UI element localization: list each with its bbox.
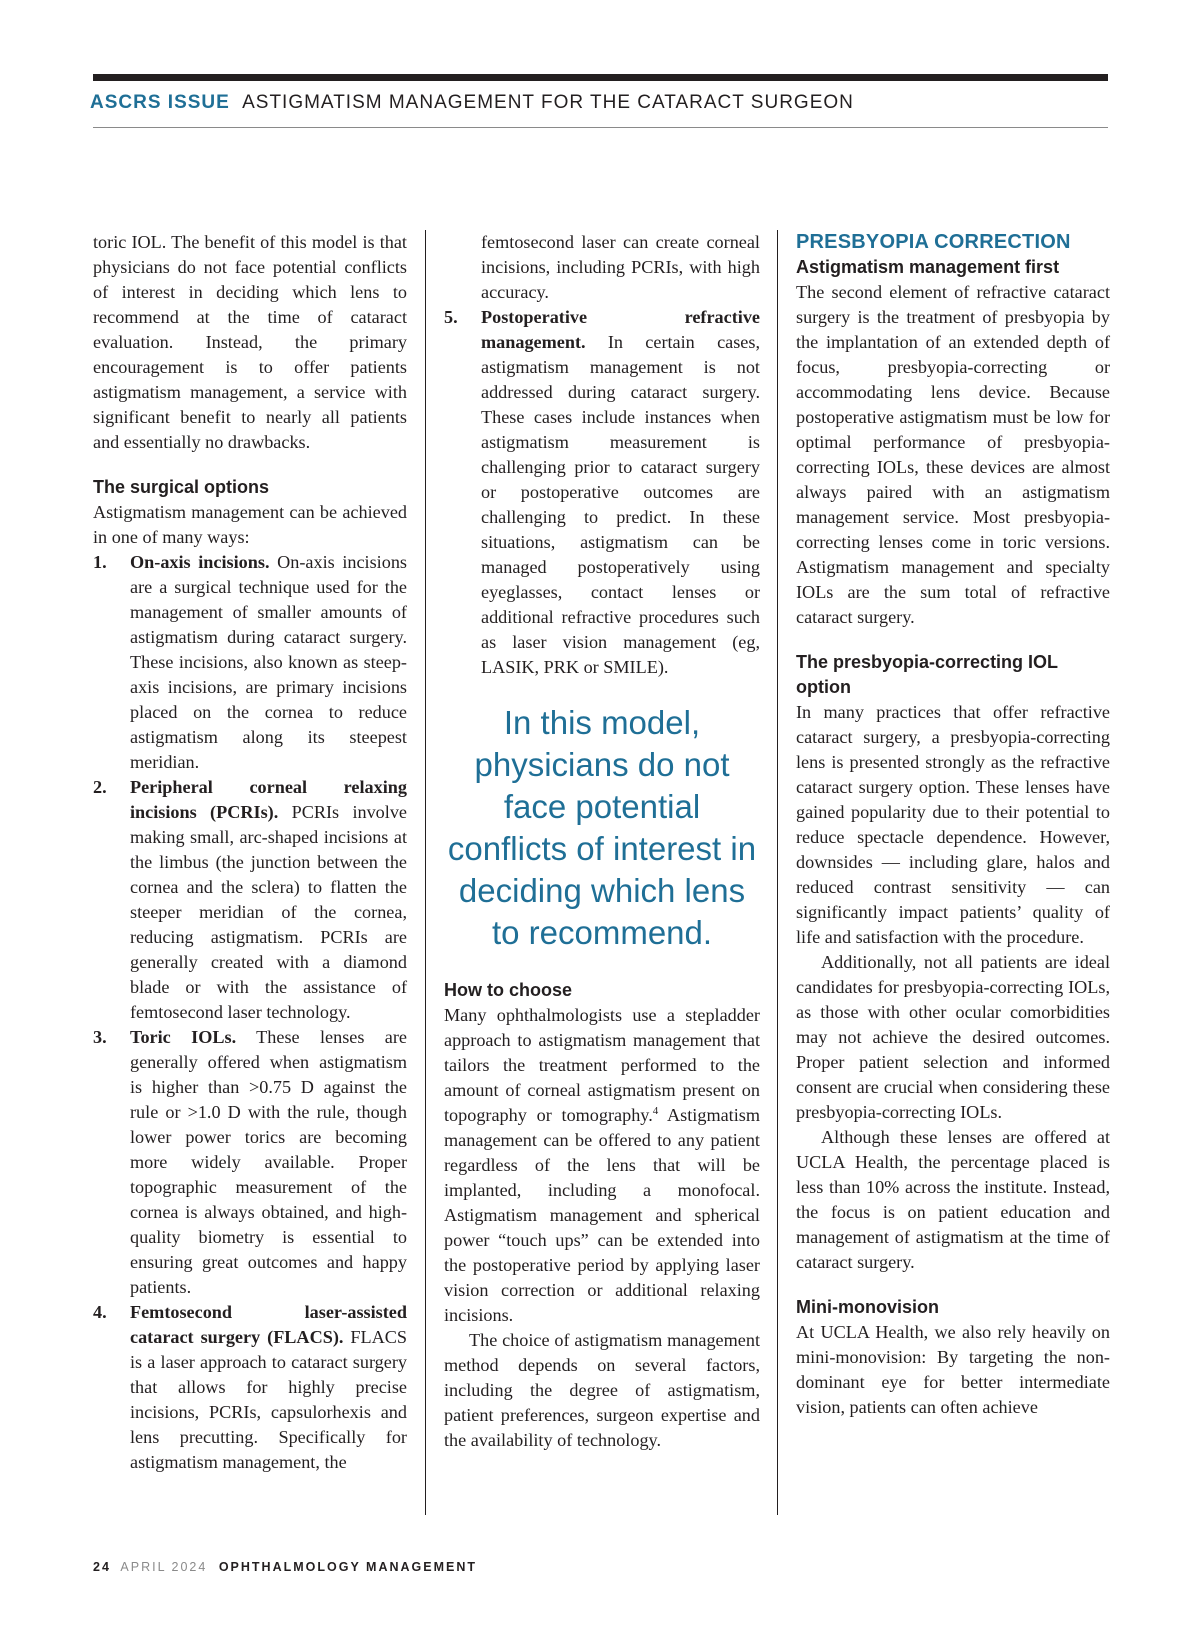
list-item <box>93 550 407 775</box>
body-paragraph: Although these lenses are offered at UCLA Health, the percentage placed is less than 10% across the institute. Instead, the focus is on patient education and management of astigmatism at the time of cataract surgery. <box>796 1127 1110 1272</box>
list-item-title: Toric IOLs. <box>130 1027 237 1047</box>
list-item <box>444 305 760 680</box>
page-footer <box>93 1560 477 1574</box>
subhead-presbyopia-iol: The presbyopia-correcting IOL option <box>796 652 1058 697</box>
column-3 <box>796 230 1110 1420</box>
body-paragraph <box>444 1003 760 1328</box>
section-head-presbyopia: PRESBYOPIA CORRECTION <box>796 231 1071 253</box>
list-number: 2. <box>93 777 107 797</box>
subhead-astigmatism-first: Astigmatism management first <box>796 257 1060 277</box>
list-number: 5. <box>444 307 458 327</box>
top-rule <box>93 74 1108 81</box>
list-item <box>93 775 407 1025</box>
list-item-title: Peripheral corneal relaxing incisions (PCRIs). <box>130 777 407 822</box>
list-item-text: On-axis incisions are a surgical technique used for the management of smaller amounts of astigmatism during cataract surgery. These incisions, also known as steep-axis incisions, are primary incisions placed on the cornea to reduce astigmatism along its steepest meridian. <box>130 552 407 772</box>
list-item-text: In certain cases, astigmatism management is not addressed during cataract surgery. These cases include instances when astigmatism measurement is challenging prior to cataract surgery or postoperative outcomes are challenging to predict. In these situations, astigmatism can be managed postoperatively using eyeglasses, contact lenses or additional refractive procedures such as laser vision management (eg, LASIK, PRK or SMILE). <box>481 332 760 677</box>
list-number: 1. <box>93 552 107 572</box>
surgical-options-list-continued <box>444 305 760 680</box>
issue-topic: ASTIGMATISM MANAGEMENT FOR THE CATARACT SURGEON <box>242 92 854 113</box>
page-number: 24 <box>93 1560 111 1574</box>
list-item-text: FLACS is a laser approach to cataract surgery that allows for highly precise incisions, PCRIs, capsulorhexis and lens precutting. Specifically for astigmatism management, the <box>130 1327 407 1472</box>
publication-name: OPHTHALMOLOGY MANAGEMENT <box>218 1560 478 1574</box>
body-text: Many ophthalmologists use a stepladder approach to astigmatism management that tailors the treatment performed to the amount of corneal astigmatism present on topography or tomography. <box>444 1005 760 1125</box>
column-divider <box>777 230 778 1515</box>
body-paragraph: Additionally, not all patients are ideal candidates for presbyopia-correcting IOLs, as those with other ocular comorbidities may not achieve the desired outcomes. Proper patient selection and informed consent are crucial when considering these presbyopia-correcting IOLs. <box>796 952 1110 1122</box>
body-text: Astigmatism management can be offered to any patient regardless of the lens that will be implanted, including a monofocal. Astigmatism management and spherical power “touch ups” can be extended into the postoperative period by applying laser vision correction or additional relaxing incisions. <box>444 1105 760 1325</box>
running-header <box>90 92 854 114</box>
pull-quote: In this model, physicians do not face potential conflicts of interest in deciding which lens to recommend. <box>447 704 757 951</box>
column-divider <box>425 230 426 1515</box>
body-paragraph: The second element of refractive cataract surgery is the treatment of presbyopia by the implantation of an extended depth of focus, presbyopia-correcting or accommodating lens device. Because postoperative astigmatism must be low for optimal performance of presbyopia-correcting IOLs, these devices are almost always paired with an astigmatism management service. Most presbyopia-correcting lenses come in toric versions. Astigmatism management and specialty IOLs are the sum total of refractive cataract surgery. <box>796 282 1110 627</box>
column-1 <box>93 230 407 1475</box>
reference-superscript: 4 <box>652 1104 659 1117</box>
list-item-title: Femtosecond laser-assisted cataract surgery (FLACS). <box>130 1302 407 1347</box>
list-item-text: PCRIs involve making small, arc-shaped incisions at the limbus (the junction between the cornea and the sclera) to flatten the steeper meridian of the cornea, reducing astigmatism. PCRIs are generally created with a diamond blade or with the assistance of femtosecond laser technology. <box>130 802 407 1022</box>
subhead-surgical-options: The surgical options <box>93 477 270 497</box>
list-number: 3. <box>93 1027 107 1047</box>
issue-date: APRIL 2024 <box>120 1560 208 1574</box>
body-paragraph: femtosecond laser can create corneal incisions, including PCRIs, with high accuracy. <box>481 232 760 302</box>
body-paragraph: At UCLA Health, we also rely heavily on mini-monovision: By targeting the non-dominant eye for better intermediate vision, patients can often achieve <box>796 1322 1110 1417</box>
surgical-options-list <box>93 550 407 1475</box>
header-divider <box>93 127 1108 128</box>
list-item <box>93 1300 407 1475</box>
list-number: 4. <box>93 1302 107 1322</box>
list-item-text: These lenses are generally offered when astigmatism is higher than >0.75 D against the rule or >1.0 D with the rule, though lower power torics are becoming more widely available. Proper topographic measurement of the cornea is always obtained, and high-quality biometry is essential to ensuring great outcomes and happy patients. <box>130 1027 408 1297</box>
section-label: ASCRS ISSUE <box>90 92 230 113</box>
list-item-title: On-axis incisions. <box>130 552 270 572</box>
subhead-mini-monovision: Mini-monovision <box>796 1297 939 1317</box>
list-item <box>93 1025 407 1300</box>
column-2 <box>444 230 760 1453</box>
body-paragraph: The choice of astigmatism management method depends on several factors, including the degree of astigmatism, patient preferences, surgeon expertise and the availability of technology. <box>444 1330 760 1450</box>
body-paragraph: In many practices that offer refractive cataract surgery, a presbyopia-correcting lens is presented strongly as the refractive cataract surgery option. These lenses have gained popularity due to their potential to reduce spectacle dependence. However, downsides — including glare, halos and reduced contrast sensitivity — can significantly impact patients’ quality of life and satisfaction with the procedure. <box>796 702 1110 947</box>
list-item-title: Postoperative refractive management. <box>481 307 760 352</box>
body-paragraph: Astigmatism management can be achieved in one of many ways: <box>93 502 407 547</box>
subhead-how-to-choose: How to choose <box>444 980 573 1000</box>
body-paragraph: toric IOL. The benefit of this model is that physicians do not face potential conflicts of interest in deciding which lens to recommend at the time of cataract evaluation. Instead, the primary encouragement is to offer patients astigmatism management, a service with significant benefit to nearly all patients and essentially no drawbacks. <box>93 232 407 452</box>
